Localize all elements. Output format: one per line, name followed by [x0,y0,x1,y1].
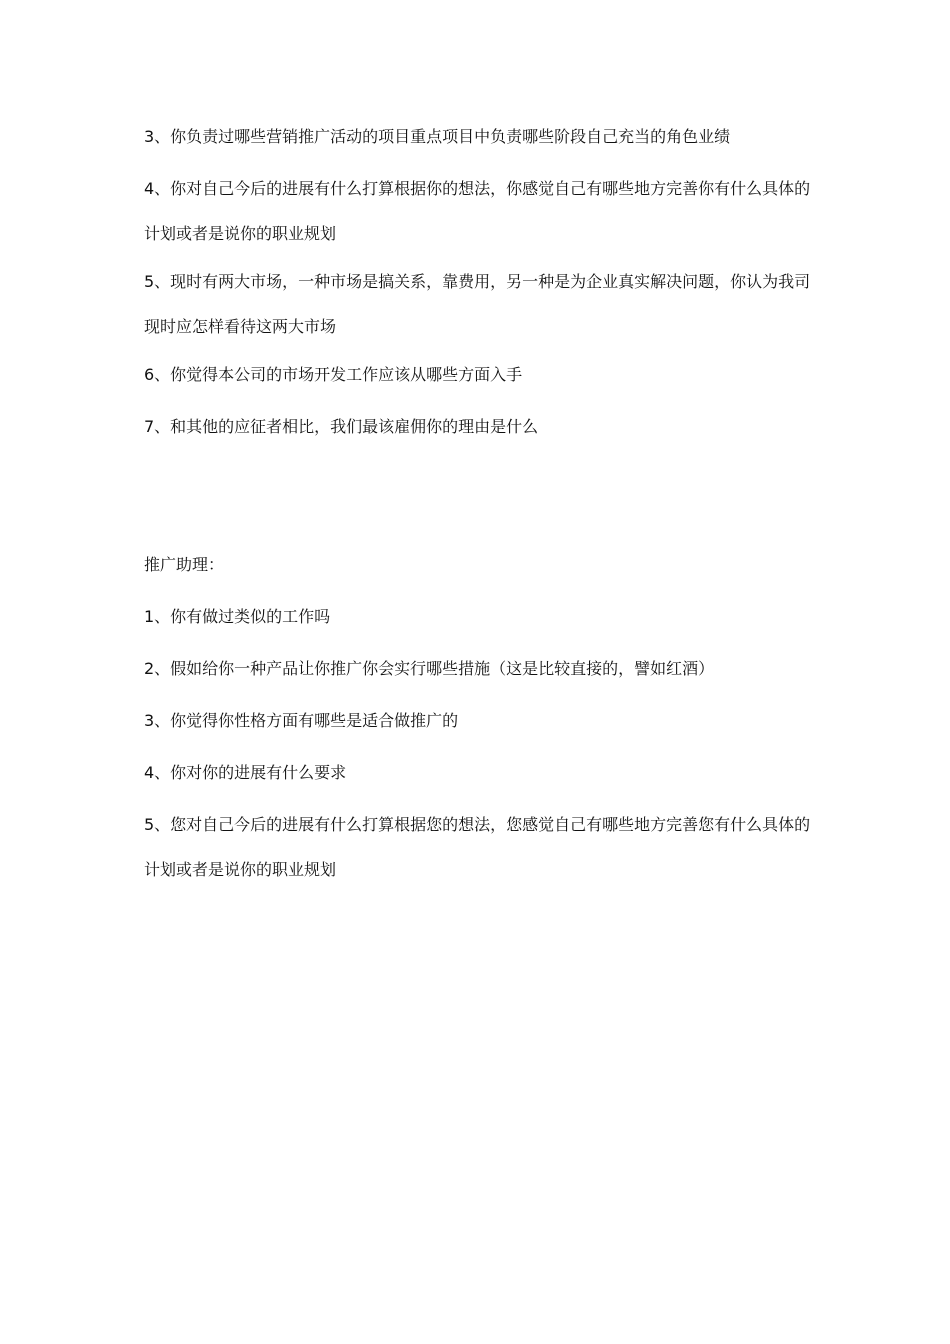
marketing-question-4: 4、你对自己今后的进展有什么打算根据你的想法，你感觉自己有哪些地方完善你有什么具体的计划或者是说你的职业规划 [144,179,811,243]
promo-question-4: 4、你对你的进展有什么要求 [144,763,347,782]
marketing-question-3: 3、你负责过哪些营销推广活动的项目重点项目中负责哪些阶段自己充当的角色业绩 [144,127,731,146]
promo-question-3: 3、你觉得你性格方面有哪些是适合做推广的 [144,711,459,730]
promo-question-2: 2、假如给你一种产品让你推广你会实行哪些措施（这是比较直接的，譬如红酒） [144,659,715,678]
promo-question-5: 5、您对自己今后的进展有什么打算根据您的想法，您感觉自己有哪些地方完善您有什么具体的计划或者是说你的职业规划 [144,815,811,879]
promo-assistant-heading: 推广助理： [144,555,225,574]
marketing-question-7: 7、和其他的应征者相比，我们最该雇佣你的理由是什么 [144,417,539,436]
marketing-question-5: 5、现时有两大市场，一种市场是搞关系，靠费用，另一种是为企业真实解决问题，你认为我司现时应怎样看待这两大市场 [144,272,811,336]
promo-question-1: 1、你有做过类似的工作吗 [144,607,331,626]
marketing-question-6: 6、你觉得本公司的市场开发工作应该从哪些方面入手 [144,365,523,384]
